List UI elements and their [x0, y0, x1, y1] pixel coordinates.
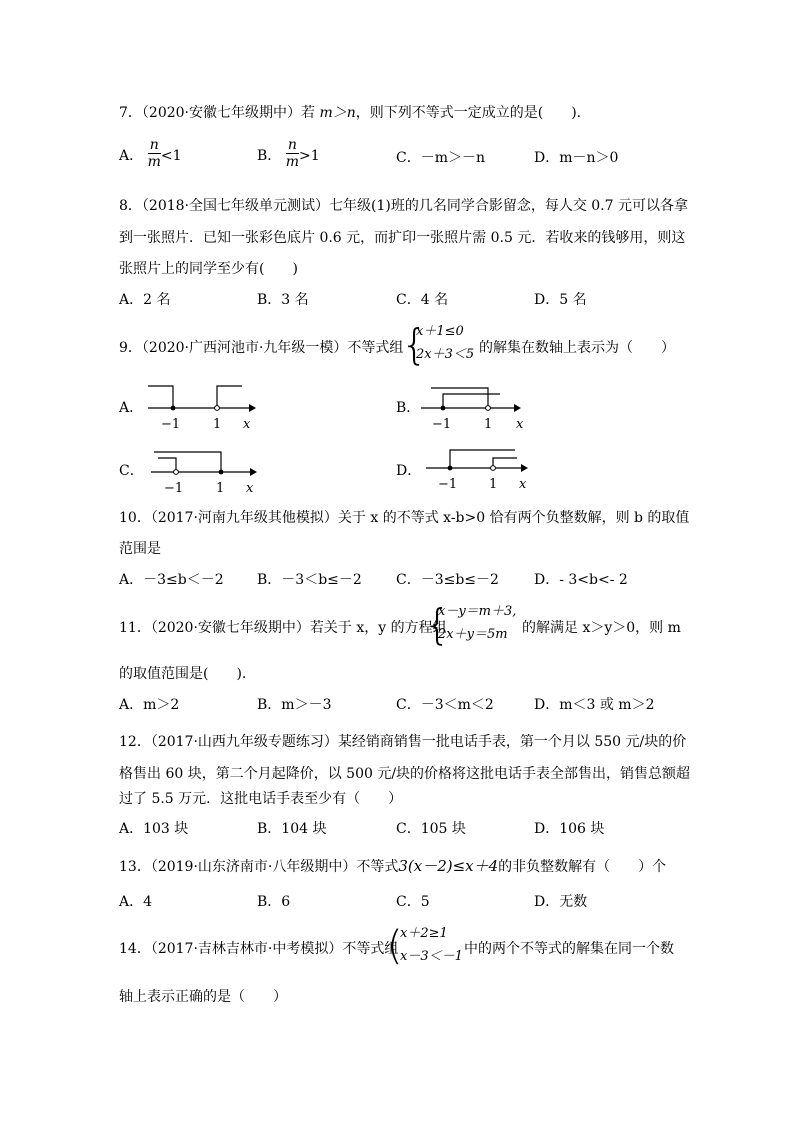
q9-b-tick-1: 1: [484, 417, 493, 432]
q8-line-2: 到一张照片．已知一张彩色底片 0.6 元，而扩印一张照片需 0.5 元．若收来的钱够用，则这: [119, 230, 686, 246]
q9-c-axis-x: x: [246, 481, 254, 496]
q7-option-a-label: A．: [119, 148, 144, 164]
q9-system-line-2: 2x＋3＜5: [416, 347, 475, 362]
q9-label-c: C．: [119, 463, 144, 479]
q13-stem-pre: 13．（2019·山东济南市·八年级期中）不等式: [119, 859, 399, 875]
q9-label-a: A．: [119, 400, 144, 416]
q7-option-b-denominator: m: [285, 154, 300, 170]
q11-stem-pre: 11．（2020·安徽七年级期中）若关于 x，y 的方程组: [119, 620, 447, 636]
q8-option-b: B．3 名: [257, 292, 309, 308]
q9-b-tick-neg1: −1: [432, 417, 452, 432]
q13-option-d: D．无数: [534, 894, 588, 910]
q9-label-d: D．: [396, 463, 422, 479]
q13-inequality: 3(x－2)≤x＋4: [398, 857, 499, 875]
q7-option-d: D．m－n＞0: [534, 150, 619, 166]
q8-line-1: 8．（2018·全国七年级单元测试）七年级(1)班的几名同学合影留念，每人交 0.7 元可以各拿: [119, 198, 688, 214]
q9-b-axis-x: x: [516, 417, 524, 432]
q9-d-axis-x: x: [519, 477, 527, 492]
q10-line-1: 10．（2017·河南九年级其他模拟）关于 x 的不等式 x-b>0 恰有两个负整数解，则 b 的取值: [119, 510, 690, 526]
q10-line-2: 范围是: [119, 541, 161, 557]
q9-stem-post: 的解集在数轴上表示为（ ）: [479, 340, 675, 356]
q14-line-2: 轴上表示正确的是（ ）: [119, 989, 287, 1005]
q7-option-b-label: B．: [257, 148, 282, 164]
q9-numberline-b: [418, 382, 538, 432]
q9-d-tick-neg1: −1: [438, 477, 458, 492]
q12-line-2: 格售出 60 块，第二个月起降价，以 500 元/块的价格将这批电话手表全部售出，销售总额超: [119, 766, 691, 782]
q9-system-line-1: x＋1≤0: [416, 324, 464, 339]
q14-system-line-2: x－3＜－1: [400, 949, 463, 964]
q9-a-axis-x: x: [243, 417, 251, 432]
q11-system-line-2: 2x＋y＝5m: [438, 627, 508, 642]
q9-system-brace: {: [401, 320, 428, 369]
q12-option-a: A．103 块: [119, 821, 189, 837]
q9-c-tick-1: 1: [216, 481, 225, 496]
q12-option-d: D．106 块: [534, 821, 605, 837]
q12-line-1: 12．（2017·山西九年级专题练习）某经销商销售一批电话手表，第一个月以 550 元/块的价: [119, 734, 687, 750]
q7-stem-post: ，则下列不等式一定成立的是( ).: [355, 105, 582, 121]
q9-stem-pre: 9．（2020·广西河池市·九年级一模）不等式组: [119, 340, 404, 356]
q13-stem: [119, 856, 666, 877]
q9-a-tick-1: 1: [213, 417, 222, 432]
q9-a-tick-neg1: −1: [161, 417, 181, 432]
q11-option-a: A．m＞2: [119, 697, 180, 713]
q9-d-tick-1: 1: [489, 477, 498, 492]
q13-option-b: B．6: [257, 894, 291, 910]
q9-numberline-a: [145, 382, 265, 432]
q9-numberline-c: [148, 446, 268, 496]
q7-option-b-relation: >1: [299, 148, 320, 164]
q7-stem-pre: 7．（2020·安徽七年级期中）若: [119, 105, 320, 121]
q11-stem-post: 的解满足 x＞y＞0，则 m: [522, 620, 681, 636]
q12-option-b: B．104 块: [257, 821, 327, 837]
q13-stem-post: 的非负整数解有（ ）个: [498, 859, 667, 875]
q11-system-brace: {: [424, 600, 451, 649]
q7-condition: m＞n: [319, 105, 356, 121]
q10-option-b: B．－3＜b≤－2: [257, 572, 362, 588]
q7-option-a: [119, 137, 182, 173]
q7-option-a-denominator: m: [147, 154, 161, 170]
q8-option-c: C．4 名: [396, 292, 449, 308]
q13-option-c: C．5: [396, 894, 430, 910]
q12-line-3: 过了 5.5 万元．这批电话手表至少有（ ）: [119, 791, 403, 807]
q14-stem-pre: 14．（2017·吉林吉林市·中考模拟）不等式组: [119, 941, 399, 957]
q7-option-a-relation: <1: [160, 148, 182, 164]
q7-option-c: C．－m＞－n: [396, 150, 486, 166]
q7-option-b: [257, 137, 320, 173]
q13-option-a: A．4: [119, 894, 153, 910]
q10-option-a: A．－3≤b＜－2: [119, 572, 224, 588]
q14-system-line-1: x＋2≥1: [400, 926, 448, 941]
q11-line-2: 的取值范围是( ).: [119, 666, 247, 682]
q11-system-line-1: x－y＝m＋3,: [438, 604, 517, 619]
q10-option-d: D．- 3<b<- 2: [534, 572, 628, 588]
q8-option-d: D．5 名: [534, 292, 587, 308]
q7-option-a-numerator: n: [148, 137, 161, 154]
q14-system-brace: (: [387, 923, 403, 969]
q9-label-b: B．: [396, 400, 421, 416]
q7-option-b-numerator: n: [286, 137, 299, 154]
q8-line-3: 张照片上的同学至少有( ): [119, 261, 298, 277]
q14-stem-post: 中的两个不等式的解集在同一个数: [464, 941, 674, 957]
q7-stem: [119, 103, 581, 123]
q11-option-c: C．－3＜m＜2: [396, 697, 494, 713]
q8-option-a: A．2 名: [119, 292, 171, 308]
q10-option-c: C．－3≤b≤－2: [396, 572, 499, 588]
q9-numberline-d: [423, 446, 543, 496]
q9-c-tick-neg1: −1: [164, 481, 184, 496]
q12-option-c: C．105 块: [396, 821, 466, 837]
q11-option-d: D．m＜3 或 m＞2: [534, 697, 655, 713]
q11-option-b: B．m＞－3: [257, 697, 332, 713]
